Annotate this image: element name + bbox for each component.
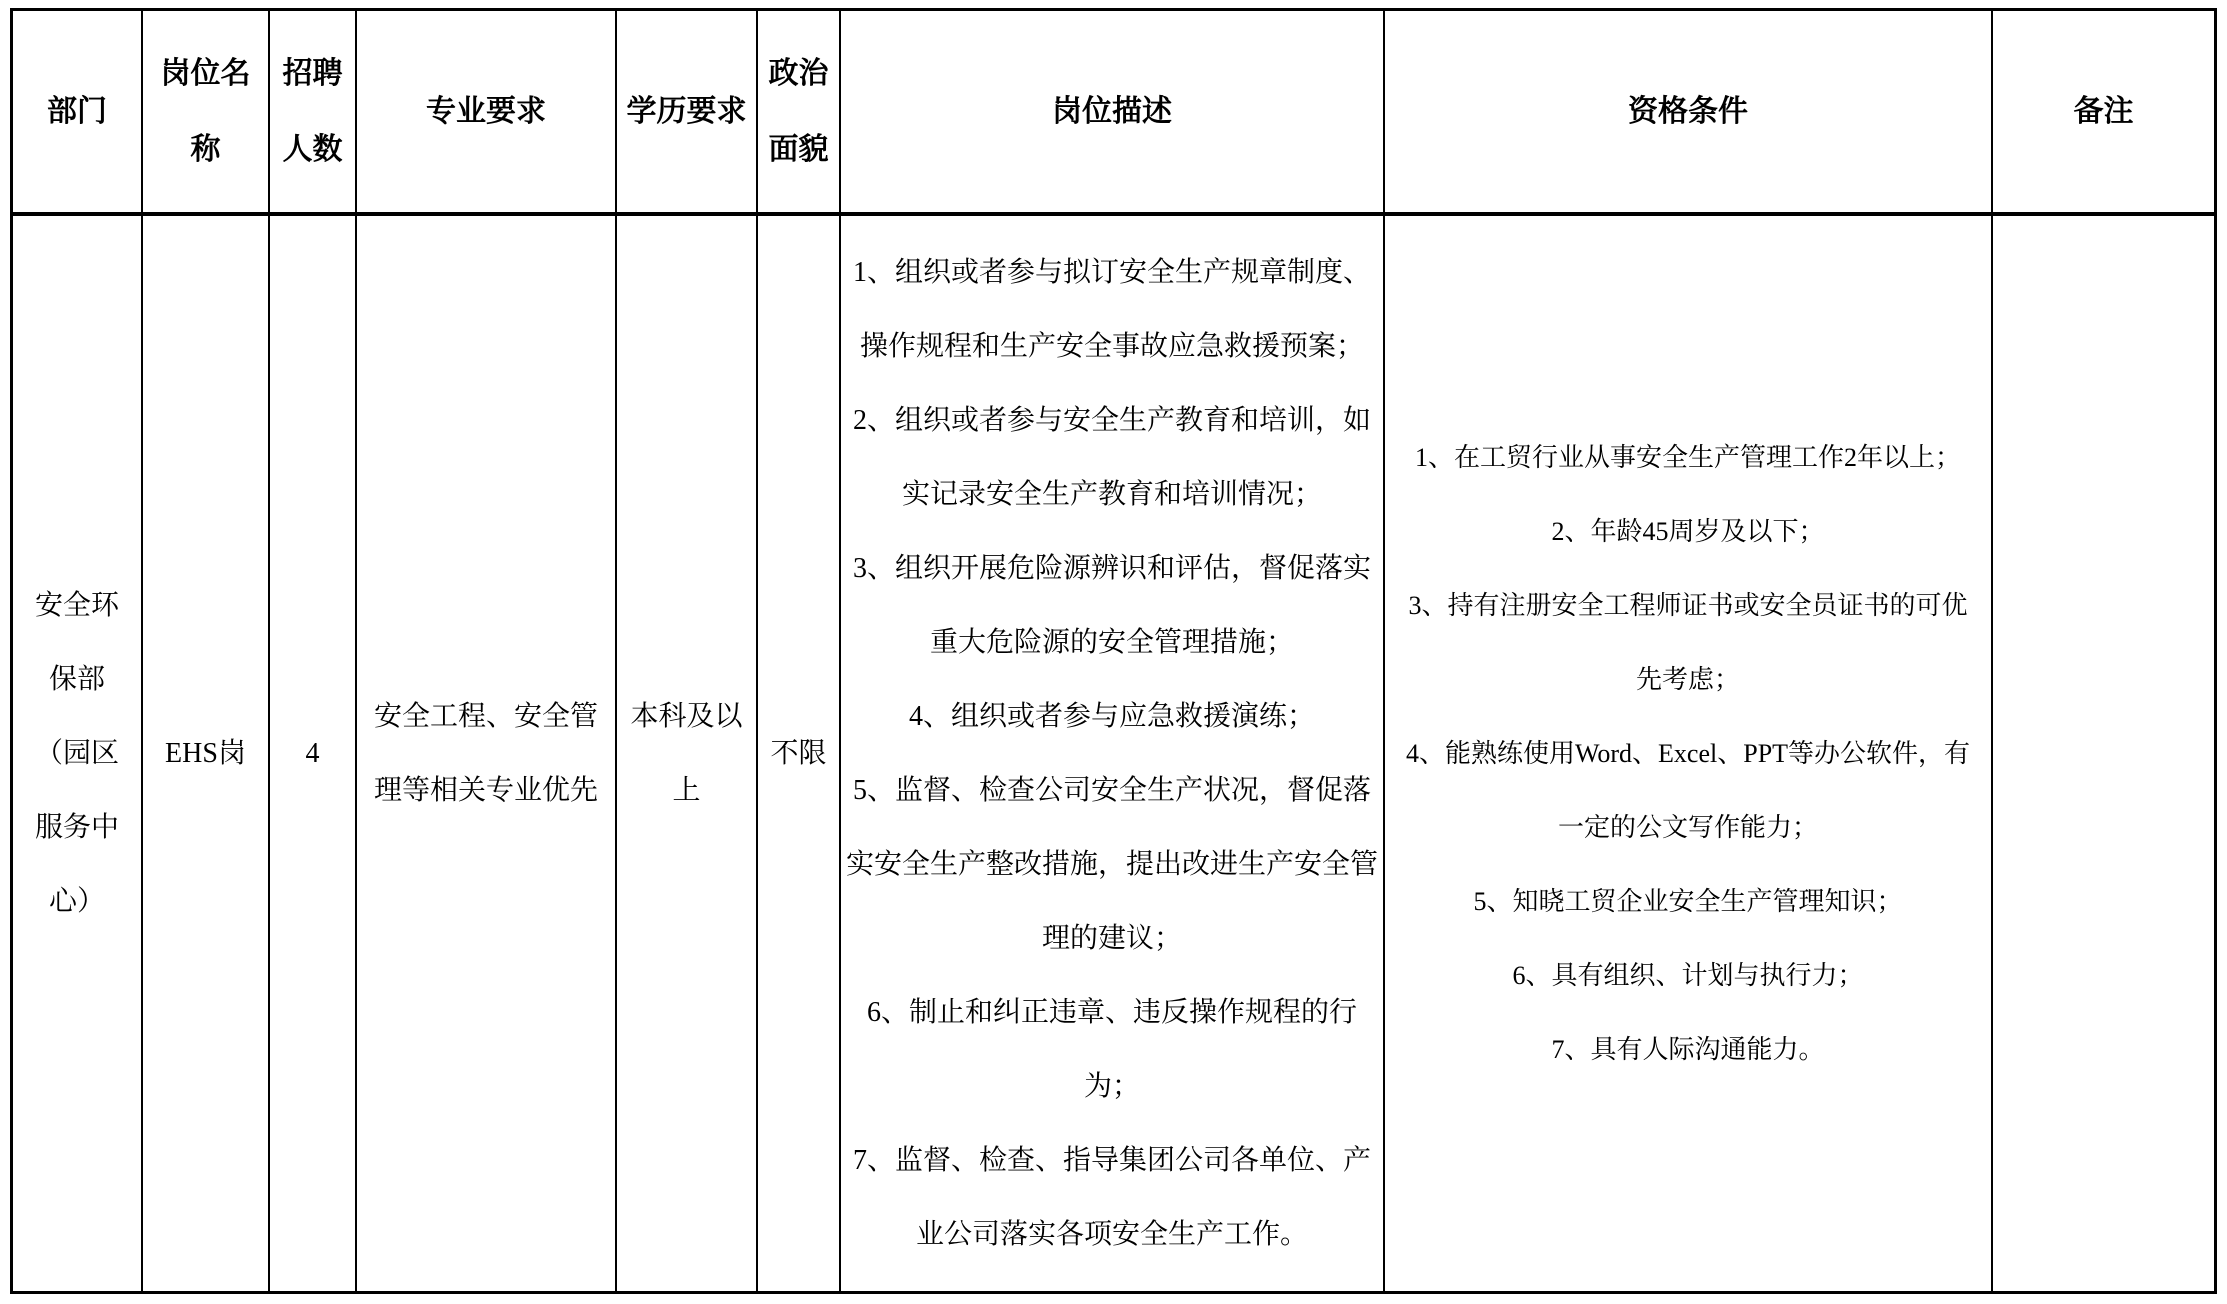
header-cell-remarks — [1993, 11, 2214, 212]
text-line: 称 — [190, 132, 221, 166]
table-header-row — [13, 11, 2214, 216]
text-line: 人数 — [282, 132, 343, 166]
text-line: 业公司落实各项安全生产工作。 — [915, 1218, 1308, 1250]
text-line: 实安全生产整改措施，提出改进生产安全管 — [845, 848, 1378, 880]
text-line: 7、具有人际沟通能力。 — [1551, 1034, 1825, 1064]
text-line: 心） — [48, 885, 105, 917]
text-line: 招聘 — [282, 56, 343, 90]
text-line: 理等相关专业优先 — [373, 774, 598, 806]
text-line: 4、组织或者参与应急救援演练； — [908, 700, 1315, 732]
text-line: 不限 — [770, 737, 827, 769]
text-line: 重大危险源的安全管理措施； — [929, 626, 1294, 658]
text-line: 一定的公文写作能力； — [1557, 812, 1818, 842]
table-data-row — [13, 216, 2214, 1291]
text-line: 3、持有注册安全工程师证书或安全员证书的可优 — [1408, 590, 1968, 620]
cell-position-name — [143, 216, 270, 1291]
text-line: 操作规程和生产安全事故应急救援预案； — [859, 330, 1364, 362]
text-line: 岗位描述 — [1052, 94, 1172, 128]
text-line: 先考虑； — [1635, 664, 1740, 694]
text-line: 实记录安全生产教育和培训情况； — [901, 478, 1322, 510]
text-line: 本科及以 — [630, 700, 743, 732]
text-line: 资格条件 — [1628, 94, 1748, 128]
header-cell-political-status — [758, 11, 841, 212]
recruitment-table — [10, 8, 2217, 1294]
text-line: 4 — [305, 737, 320, 769]
text-line: 岗位名 — [160, 56, 251, 90]
text-line: 安全环 — [34, 589, 119, 621]
text-line: 面貌 — [768, 132, 829, 166]
cell-headcount — [270, 216, 357, 1291]
header-cell-qualifications — [1385, 11, 1993, 212]
text-line: 6、制止和纠正违章、违反操作规程的行 — [866, 996, 1357, 1028]
text-line: 2、组织或者参与安全生产教育和培训，如 — [852, 404, 1371, 436]
cell-education-requirement — [617, 216, 758, 1291]
header-cell-headcount — [270, 11, 357, 212]
text-line: 学历要求 — [626, 94, 747, 128]
text-line: 4、能熟练使用Word、Excel、PPT等办公软件，有 — [1405, 738, 1971, 768]
text-line: 为； — [1083, 1070, 1140, 1102]
cell-qualifications — [1385, 216, 1993, 1291]
cell-remarks — [1993, 216, 2214, 1291]
text-line: 政治 — [768, 56, 829, 90]
text-line: 1、组织或者参与拟订安全生产规章制度、 — [852, 256, 1371, 288]
text-line: 服务中 — [34, 811, 119, 843]
text-line: 理的建议； — [1041, 922, 1182, 954]
text-line: EHS岗 — [165, 737, 246, 769]
text-line: 部门 — [47, 94, 107, 128]
text-line: （园区 — [34, 737, 119, 769]
text-line: 1、在工贸行业从事安全生产管理工作2年以上； — [1414, 442, 1961, 472]
text-line: 5、监督、检查公司安全生产状况，督促落 — [852, 774, 1371, 806]
text-line: 6、具有组织、计划与执行力； — [1512, 960, 1864, 990]
text-line: 3、组织开展危险源辨识和评估，督促落实 — [852, 552, 1371, 584]
text-line: 7、监督、检查、指导集团公司各单位、产 — [852, 1144, 1371, 1176]
text-line: 2、年龄45周岁及以下； — [1551, 516, 1825, 546]
text-line: 保部 — [48, 663, 105, 695]
text-line: 上 — [672, 774, 701, 806]
text-line: 5、知晓工贸企业安全生产管理知识； — [1473, 886, 1903, 916]
header-cell-job-description — [841, 11, 1385, 212]
cell-political-status — [758, 216, 841, 1291]
header-cell-education-requirement — [617, 11, 758, 212]
cell-job-description — [841, 216, 1385, 1291]
cell-department — [13, 216, 143, 1291]
text-line: 安全工程、安全管 — [373, 700, 598, 732]
header-cell-position-name — [143, 11, 270, 212]
header-cell-department — [13, 11, 143, 212]
header-cell-major-requirement — [357, 11, 617, 212]
cell-major-requirement — [357, 216, 617, 1291]
text-line: 备注 — [2073, 94, 2134, 128]
text-line: 专业要求 — [426, 94, 546, 128]
